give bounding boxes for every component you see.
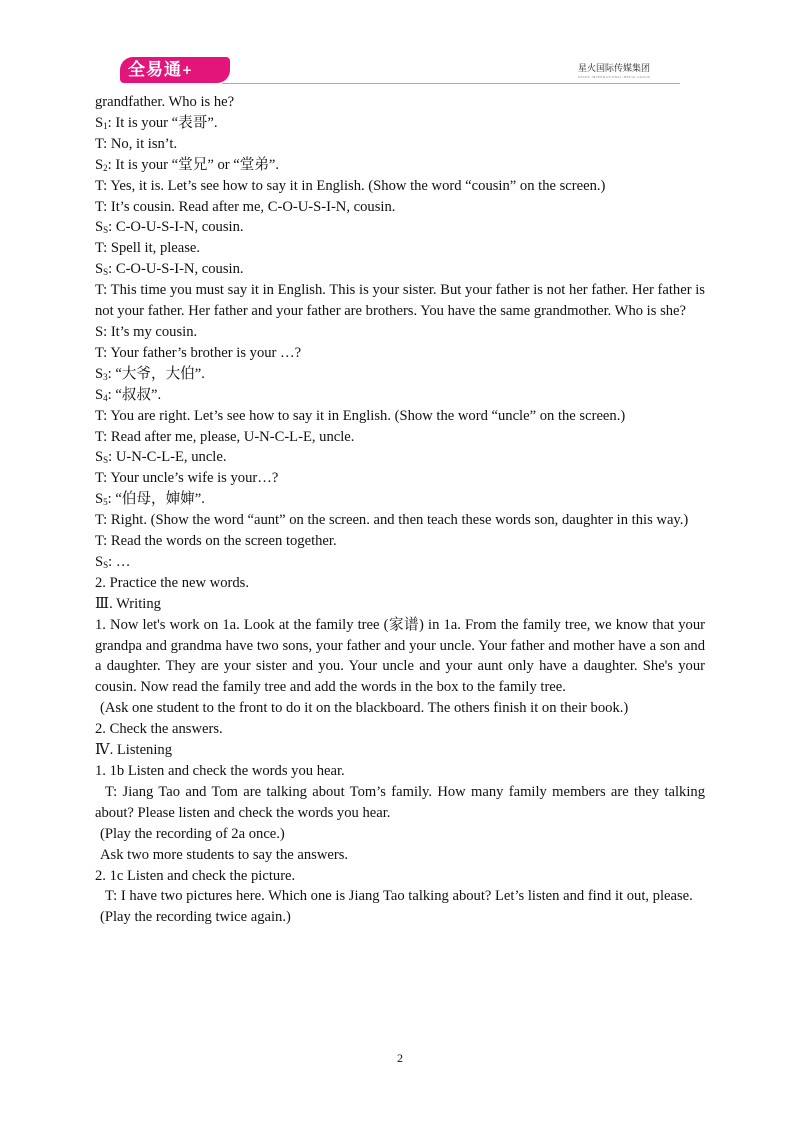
text-line — [95, 845, 705, 866]
text-line — [95, 343, 705, 364]
speaker: S — [95, 449, 104, 466]
speaker-subscript: 3 — [103, 371, 108, 382]
speaker-subscript: S — [103, 455, 109, 466]
speaker: S — [95, 114, 104, 131]
line-text: : “大爷，大伯”. — [107, 365, 205, 382]
speaker-subscript: 1 — [103, 120, 108, 131]
line-text: T: Jiang Tao and Tom are talking about Tom’s family. How many family members are they talking about? Please listen and check the words you hear. — [95, 783, 705, 821]
line-text: S: It’s my cousin. — [95, 323, 198, 340]
text-line — [95, 719, 705, 740]
text-line — [95, 364, 705, 385]
text-line — [95, 134, 705, 155]
line-text: T: Right. (Show the word “aunt” on the screen. and then teach these words son, daughter in this way.) — [95, 512, 689, 529]
text-line — [95, 698, 705, 719]
line-text: T: Yes, it is. Let’s see how to say it in English. (Show the word “cousin” on the screen.) — [95, 177, 606, 194]
line-text: grandfather. Who is he? — [95, 94, 235, 110]
speaker: S — [95, 491, 104, 508]
text-line — [95, 322, 705, 343]
text-line — [95, 594, 705, 615]
line-text: : C-O-U-S-I-N, cousin. — [108, 219, 244, 236]
speaker: S — [95, 386, 104, 403]
text-line — [95, 217, 705, 238]
text-line — [95, 489, 705, 510]
text-line — [95, 824, 705, 845]
speaker-subscript: 5 — [103, 497, 108, 508]
text-line — [95, 176, 705, 197]
text-line — [95, 197, 705, 218]
text-line — [95, 280, 705, 322]
page-header — [0, 0, 800, 90]
text-line — [95, 740, 705, 761]
line-text: T: Read the words on the screen together. — [95, 533, 337, 550]
line-text: 1. 1b Listen and check the words you hear. — [95, 763, 345, 779]
text-line — [95, 427, 705, 448]
line-text: (Ask one student to the front to do it on the blackboard. The others finish it on their book.) — [100, 700, 629, 717]
text-line — [95, 259, 705, 280]
text-line — [95, 761, 705, 782]
publisher-brand: 星火国际传媒集团 SPARK INTERNATIONAL MEDIA GROUP — [578, 64, 651, 79]
speaker-subscript: 4 — [103, 392, 108, 403]
line-text: T: No, it isn’t. — [95, 135, 178, 152]
line-text: T: It’s cousin. Read after me, C-O-U-S-I-N, cousin. — [95, 198, 396, 215]
line-text: T: Your father’s brother is your …? — [95, 344, 302, 361]
line-text: 1. Now let's work on 1a. Look at the family tree (家谱) in 1a. From the family tree, we know that your grandpa and grandma have two sons, your father and your uncle. Your father and mother have a son and a daughter. They are your sister and you. Your uncle and your aunt only have a daughter. She's your cousin. Now read the family tree and add the words in the box to the family tree. — [95, 616, 705, 696]
text-line — [95, 510, 705, 531]
line-text: T: Spell it, please. — [95, 240, 201, 257]
line-text: 2. Check the answers. — [95, 721, 223, 738]
text-line — [95, 782, 705, 824]
line-text: T: Read after me, please, U-N-C-L-E, uncle. — [95, 428, 355, 445]
line-text: : C-O-U-S-I-N, cousin. — [108, 261, 244, 278]
text-line — [95, 531, 705, 552]
text-line — [95, 468, 705, 489]
text-line — [95, 113, 705, 134]
speaker-subscript: S — [103, 267, 109, 278]
speaker: S — [95, 365, 104, 382]
line-text: Ask two more students to say the answers. — [100, 846, 349, 863]
speaker-subscript: S — [103, 559, 109, 570]
text-line — [95, 907, 705, 928]
speaker-subscript: 2 — [103, 162, 108, 173]
text-line — [95, 155, 705, 176]
line-text: T: You are right. Let’s see how to say it in English. (Show the word “uncle” on the screen.) — [95, 407, 626, 424]
header-rule — [222, 83, 680, 84]
speaker: S — [95, 553, 104, 570]
line-text: T: This time you must say it in English. This is your sister. But your father is not her father. Her father is not your father. Her father and your father are brothers. You have the same grandmother. Who is she? — [95, 282, 705, 320]
quanyitong-logo: 全易通+ — [120, 57, 230, 83]
line-text: T: Your uncle’s wife is your…? — [95, 470, 279, 487]
page-number: 2 — [397, 1051, 403, 1065]
text-line — [95, 238, 705, 259]
text-line — [95, 866, 705, 887]
speaker: S — [95, 156, 104, 173]
line-text: Ⅲ. Writing — [95, 595, 161, 612]
line-text: : … — [108, 553, 131, 570]
line-text: : “叔叔”. — [107, 386, 162, 403]
speaker: S — [95, 219, 104, 236]
text-line — [95, 385, 705, 406]
speaker: S — [95, 261, 104, 278]
line-text: : U-N-C-L-E, uncle. — [108, 449, 227, 466]
text-line — [95, 406, 705, 427]
text-line — [95, 573, 705, 594]
text-line — [95, 886, 705, 907]
text-line — [95, 447, 705, 468]
line-text: : It is your “表哥”. — [107, 114, 218, 131]
speaker-subscript: S — [103, 225, 109, 236]
text-line — [95, 92, 705, 113]
line-text: 2. Practice the new words. — [95, 574, 249, 591]
line-text: 2. 1c Listen and check the picture. — [95, 867, 296, 884]
text-line — [95, 552, 705, 573]
text-line — [95, 615, 705, 699]
line-text: : It is your “堂兄” or “堂弟”. — [107, 156, 280, 173]
lesson-body — [95, 92, 705, 928]
line-text: Ⅳ. Listening — [95, 742, 173, 759]
line-text: : “伯母，婶婶”. — [107, 491, 205, 508]
line-text: (Play the recording twice again.) — [100, 909, 291, 926]
line-text: (Play the recording of 2a once.) — [100, 825, 285, 842]
line-text: T: I have two pictures here. Which one is Jiang Tao talking about? Let’s listen and find it out, please. — [105, 888, 693, 905]
